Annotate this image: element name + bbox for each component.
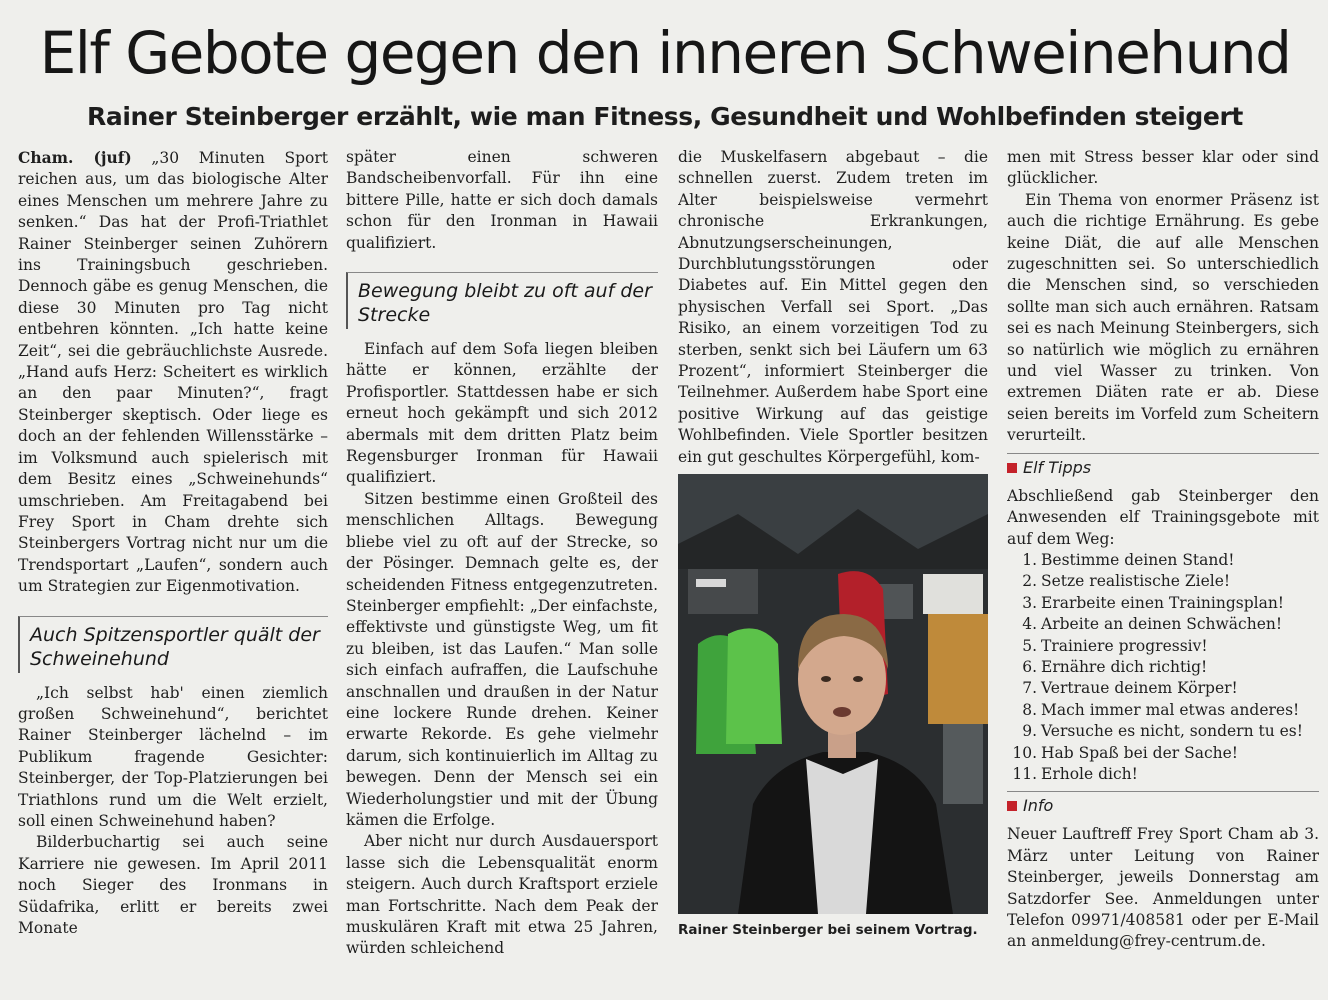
red-square-icon: [1007, 463, 1017, 473]
paragraph: [18, 147, 328, 598]
article-headline: Elf Gebote gegen den inneren Schweinehund: [39, 19, 1291, 87]
list-item: 7. Vertraue deinem Körper!: [1022, 679, 1238, 698]
section-subhead: Auch Spitzensportler quält der Schweinehund: [18, 616, 328, 673]
list-item: 2. Setze realistische Ziele!: [1022, 572, 1231, 591]
info-heading-label: Info: [1023, 796, 1054, 816]
section-subhead: Bewegung bleibt zu oft auf der Strecke: [346, 272, 658, 329]
tips-heading: [1007, 453, 1319, 480]
paragraph-text: „30 Minuten Sport reichen aus, um das biologische Alter eines Menschen um mehrere Jahre zu senken.“ Das hat der Profi-Triathlet Rainer Steinberger seinen Zuhörern ins Trainingsbuch geschrieben. Dennoch gäbe es genug Menschen, die diese 30 Minuten pro Tag nicht entbehren könnten. „Ich hatte keine Zeit“, sei die gebräuchlichste Ausrede. „Hand aufs Herz: Scheitert es wirklich an den paar Minuten?“, fragt Steinberger skeptisch. Oder liege es doch an der fehlenden Willensstärke – im Volksmund auch spielerisch mit dem Besitz eines „Schweinehunds“ umschrieben. Am Freitagabend bei Frey Sport in Cham drehte sich Steinbergers Vortrag nicht nur um die Trendsportart „Laufen“, sondern auch um Strategien zur Eigenmotivation.: [18, 149, 328, 596]
dateline: Cham. (juf): [18, 148, 132, 167]
info-text: Neuer Lauftreff Frey Sport Cham ab 3. März unter Leitung von Rainer Steinberger, jeweils Donnerstag am Satzdorfer See. Anmeldungen unter Telefon 09971/408581 oder per E-Mail an anmeldung@frey-centrum.de.: [1007, 825, 1319, 951]
paragraph: men mit Stress besser klar oder sind glücklicher.: [1007, 148, 1319, 188]
speaker-photo: [678, 474, 988, 914]
paragraph: Ein Thema von enormer Präsenz ist auch die richtige Ernährung. Es gebe keine Diät, die auf alle Menschen zugeschnitten sei. So unterschiedlich die Menschen sind, so verschieden sollte man sich auch ernähren. Ratsam sei es nach Meinung Steinbergers, sich so natürlich wie möglich zu ernähren und viel Wasser zu trinken. Von extremen Diäten rate er ab. Diese seien bereits im Vorfeld zum Scheitern verurteilt.: [1007, 190, 1319, 445]
photo-caption: Rainer Steinberger bei seinem Vortrag.: [678, 922, 978, 939]
paragraph: Aber nicht nur durch Ausdauersport lasse sich die Lebensqualität enorm steigern. Auch durch Kraftsport erziele man Fortschritte. Nach dem Peak der muskulären Kraft mit etwa 25 Jahren, würden schleichend: [346, 832, 658, 958]
column-1: [18, 147, 328, 987]
paragraph: Einfach auf dem Sofa liegen bleiben hätte er können, erzählte der Profisportler. Stattdessen habe er sich erneut hoch gekämpft und sich 2012 abermals mit dem dritten Platz beim Regensburger Ironman für Hawaii qualifiziert.: [346, 340, 658, 487]
tips-list: [1007, 550, 1319, 785]
red-square-icon: [1007, 801, 1017, 811]
list-item: 8. Mach immer mal etwas anderes!: [1022, 700, 1300, 719]
paragraph: später einen schweren Bandscheibenvorfall. Für ihn eine bittere Pille, hatte er sich doch damals schon für den Ironman in Hawaii qualifiziert.: [346, 148, 658, 252]
column-2: [346, 147, 658, 987]
list-item: 4. Arbeite an deinen Schwächen!: [1022, 615, 1283, 634]
list-item: 10. Hab Spaß bei der Sache!: [1012, 743, 1239, 762]
list-item: 9. Versuche es nicht, sondern tu es!: [1022, 722, 1303, 741]
tips-intro: Abschließend gab Steinberger den Anwesenden elf Trainingsgebote mit auf dem Weg:: [1007, 486, 1319, 548]
column-3: [678, 147, 988, 987]
info-heading: [1007, 791, 1319, 818]
column-4: [1007, 147, 1319, 987]
article-subheadline: Rainer Steinberger erzählt, wie man Fitness, Gesundheit und Wohlbefinden steigert: [87, 102, 1243, 131]
list-item: 5. Trainiere progressiv!: [1022, 636, 1208, 655]
paragraph: die Muskelfasern abgebaut – die schnellen zuerst. Zudem treten im Alter beispielsweise vermehrt chronische Erkrankungen, Abnutzungserscheinungen, Durchblutungsstörungen oder Diabetes auf. Ein Mittel gegen den physischen Verfall sei Sport. „Das Risiko, an einem vorzeitigen Tod zu sterben, senkt sich bei Läufern um 63 Prozent“, informiert Steinberger die Teilnehmer. Außerdem habe Sport eine positive Wirkung auf das geistige Wohlbefinden. Viele Sportler besitzen ein gut geschultes Körpergefühl, kom-: [678, 148, 988, 466]
list-item: 1. Bestimme deinen Stand!: [1022, 550, 1235, 569]
list-item: 3. Erarbeite einen Trainingsplan!: [1022, 593, 1285, 612]
list-item: 6. Ernähre dich richtig!: [1022, 657, 1208, 676]
tips-heading-label: Elf Tipps: [1023, 457, 1092, 477]
paragraph: Sitzen bestimme einen Großteil des menschlichen Alltags. Bewegung bliebe viel zu oft auf der Strecke, so der Pösinger. Demnach gelte es, der scheidenden Fitness entgegenzutreten. Steinberger empfiehlt: „Der einfachste, effektivste und günstigste Weg, um fit zu bleiben, ist das Laufen.“ Man solle sich einfach aufraffen, die Laufschuhe anschnallen und draußen in der Natur eine lockere Runde drehen. Keiner erwarte Rekorde. Es gehe vielmehr darum, sich kontinuierlich im Alltag zu bewegen. Denn der Mensch sei ein Wiederholungstier und mit der Übung kämen die Erfolge.: [346, 489, 658, 829]
paragraph: „Ich selbst hab' einen ziemlich großen Schweinehund“, berichtet Rainer Steinberger lächelnd – im Publikum fragende Gesichter: Steinberger, der Top-Platzierungen bei Triathlons rund um die Welt erzielt, soll einen Schweinehund haben?: [18, 683, 328, 830]
list-item: 11. Erhole dich!: [1012, 764, 1138, 783]
speaker-photo-illustration: [678, 474, 988, 914]
paragraph: Bilderbuchartig sei auch seine Karriere nie gewesen. Im April 2011 noch Sieger des Ironmans in Südafrika, erlitt er bereits zwei Monate: [18, 833, 328, 937]
